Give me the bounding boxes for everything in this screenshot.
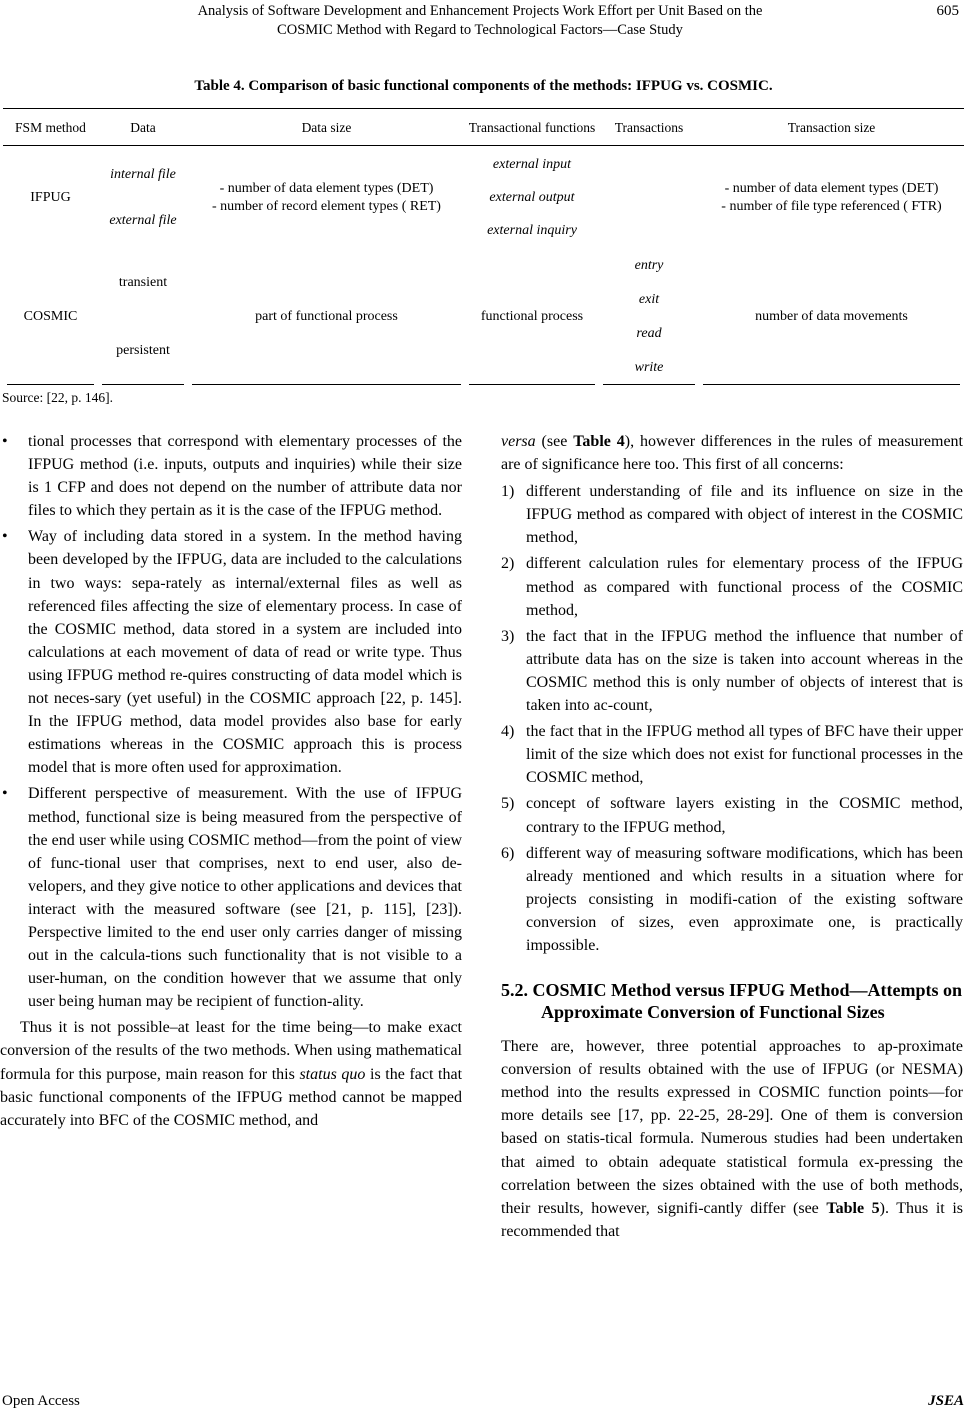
transaction-item: entry xyxy=(634,257,664,273)
cell-transactional-functions xyxy=(465,146,599,250)
list-number: 1) xyxy=(501,483,515,501)
text-run: ), however differences in the rules of measurement are of significance here too. This first of all concerns: xyxy=(501,433,963,474)
list-item xyxy=(501,625,963,717)
bullet-item: • Different perspective of measurement. With the use of IFPUG method, functional size is being measured from the perspective of the end user while using COSMIC method—from the point of view of func-tional user that comprises, next to end user, also de-velopers, and they give notice to other applications and devices that interact with the measured software (see [21, p. 115], [23]). Perspective limited to the end user only carries danger of missing out in the calcula-tions such functionality that is not visible to a user-human, on the condition however that we assume that only user being human may be recipient of function-ality. xyxy=(0,782,462,1013)
rule-segment xyxy=(599,384,699,385)
cell-transactions xyxy=(599,146,699,250)
list-number: 6) xyxy=(501,844,515,862)
bullet-item: • tional processes that correspond with elementary processes of the IFPUG method (i.e. inputs, outputs and inquiries) while their size is 1 CFP and does not depend on the number of attribute data nor files to which they pertain as it is the case of the IFPUG method. xyxy=(0,430,462,522)
table-reference: Table 4 xyxy=(573,433,625,450)
cell-data xyxy=(98,146,188,250)
text-run: There are, however, three potential approaches to ap-proximate conversion of results obtained with the use of IFPUG (or NESMA) method into the results expressed in COSMIC function points—for more details see [17, pp. 22-25, 28-29]. One of them is conversion based on statis-tical formula. Numerous studies had been undertaken that aimed to obtain adequate statistical formula ex-pressing the correlation between the sizes obtained with the use of both methods, their results, however, signifi-cantly differ (see xyxy=(501,1038,963,1217)
table-row-ifpug xyxy=(3,146,964,250)
header-transaction-size: Transaction size xyxy=(699,109,964,146)
cell-method: IFPUG xyxy=(30,189,71,205)
data-item: transient xyxy=(118,274,168,290)
transactional-function-item: external input xyxy=(492,156,572,172)
left-column xyxy=(0,430,462,1132)
list-number: 4) xyxy=(501,723,515,741)
data-item: internal file xyxy=(110,166,176,182)
cell-transaction-size xyxy=(699,146,964,250)
rule-segment xyxy=(699,384,964,385)
table-bottom-rule xyxy=(3,384,964,385)
list-number: 2) xyxy=(501,555,515,573)
footer-journal: JSEA xyxy=(928,1393,964,1409)
header-transactions: Transactions xyxy=(599,109,699,146)
table-caption: Table 4. Comparison of basic functional components of the methods: IFPUG vs. COSMIC. xyxy=(194,78,773,94)
footer-open-access: Open Access xyxy=(2,1393,80,1409)
transaction-size-item: - number of file type referenced ( FTR) xyxy=(721,198,942,214)
text-run: (see xyxy=(535,433,574,450)
header-data-size: Data size xyxy=(188,109,465,146)
transactional-function-item: external inquiry xyxy=(487,222,577,238)
cell-data-size: part of functional process xyxy=(255,308,398,324)
italic-text-run: status quo xyxy=(299,1065,366,1083)
cell-method: COSMIC xyxy=(23,308,78,324)
numbered-list xyxy=(501,480,963,957)
cell-data-size xyxy=(188,146,465,250)
list-number: 5) xyxy=(501,795,515,813)
list-item-text: the fact that in the IFPUG method all types of BFC have their upper limit of the size which does not exist for functional processes in the COSMIC method, xyxy=(526,723,963,787)
header-fsm-method: FSM method xyxy=(3,109,98,146)
transaction-item: write xyxy=(634,359,664,375)
list-item-text: different calculation rules for elementary process of the IFPUG method as compared with functional process of the COSMIC method, xyxy=(526,555,963,619)
rule-segment xyxy=(188,384,465,385)
body-paragraph xyxy=(501,430,963,476)
table-header-row xyxy=(3,109,964,146)
list-item xyxy=(501,720,963,789)
comparison-table xyxy=(3,108,964,385)
section-heading: 5.2. COSMIC Method versus IFPUG Method—Attempts on Approximate Conversion of Functional Sizes xyxy=(501,980,962,1023)
cell-transactional-functions: functional process xyxy=(480,308,584,324)
list-item xyxy=(501,842,963,957)
list-item xyxy=(501,552,963,621)
transaction-size-item: - number of data element types (DET) xyxy=(724,180,939,196)
rule-segment xyxy=(98,384,188,385)
rule-segment xyxy=(3,384,98,385)
body-paragraph xyxy=(501,1035,963,1243)
list-number: 3) xyxy=(501,627,515,645)
list-item xyxy=(501,480,963,549)
text-run: is the fact that basic functional components of the IFPUG method cannot be mapped accurately into BFC of the COSMIC method, and xyxy=(0,1065,463,1129)
running-header-line-1: Analysis of Software Development and Enhancement Projects Work Effort per Unit Based on the xyxy=(197,3,763,19)
data-item: persistent xyxy=(116,342,170,358)
bullet-list xyxy=(0,430,462,1013)
header-transactional-functions: Transactional functions xyxy=(465,109,599,146)
data-size-item: - number of data element types (DET) xyxy=(219,180,434,196)
table-row-cosmic xyxy=(3,250,964,384)
rule-segment xyxy=(465,384,599,385)
header-data: Data xyxy=(98,109,188,146)
list-item-text: the fact that in the IFPUG method the influence that number of attribute data has on the size is taken into account whereas in the COSMIC method this is only number of objects of interest that is taken into ac-count, xyxy=(526,627,963,715)
cell-transactions xyxy=(599,250,699,384)
data-item: external file xyxy=(109,212,177,228)
transaction-item: exit xyxy=(638,291,660,307)
body-paragraph xyxy=(0,1016,462,1131)
running-header-line-2: COSMIC Method with Regard to Technological Factors—Case Study xyxy=(277,22,683,38)
running-header xyxy=(60,2,900,40)
transaction-item: read xyxy=(636,325,662,341)
list-item-text: concept of software layers existing in the COSMIC method, contrary to the IFPUG method, xyxy=(526,795,963,836)
page-number: 605 xyxy=(936,3,959,19)
list-item xyxy=(501,792,963,838)
table-reference: Table 5 xyxy=(826,1199,880,1217)
list-item-text: different way of measuring software modifications, which has been already mentioned and which results in a situation where for projects consisting in modifi-cation of the existing software conversion of sizes, even approximate one, is practically impossible. xyxy=(526,844,963,954)
cell-data xyxy=(98,250,188,384)
list-item-text: different understanding of file and its influence on size in the IFPUG method as compared with object of interest in the COSMIC method, xyxy=(526,483,963,547)
bullet-item: • Way of including data stored in a system. In the method having been developed by the IFPUG, data are included to the calculations in two ways: sepa-rately as internal/external files as well as referenced files affecting the size of elementary process. In case of the COSMIC method, data stored in a system are included into calculations at each movement of data of read or write type. Thus using IFPUG method re-quires constructing of data model which is not neces-sary (yet useful) in the COSMIC approach [22, p. 145]. In the IFPUG method, data model provides also base for early estimations whereas in the COSMIC approach this is process model that is more often used for approximation. xyxy=(0,525,462,779)
transactional-function-item: external output xyxy=(489,189,575,205)
italic-text-run: versa xyxy=(501,433,536,450)
data-size-item: - number of record element types ( RET) xyxy=(212,198,441,214)
comparison-table-container xyxy=(3,108,964,385)
right-column xyxy=(501,430,963,1243)
cell-transaction-size: number of data movements xyxy=(755,308,908,324)
table-source-note: Source: [22, p. 146]. xyxy=(2,390,113,405)
text-run: ). Thus it is recommended that xyxy=(501,1199,964,1240)
text-run: Thus it is not possible–at least for the time being—to make exact conversion of the results of the two methods. When using mathematical formula for this purpose, main reason for this xyxy=(0,1019,462,1083)
